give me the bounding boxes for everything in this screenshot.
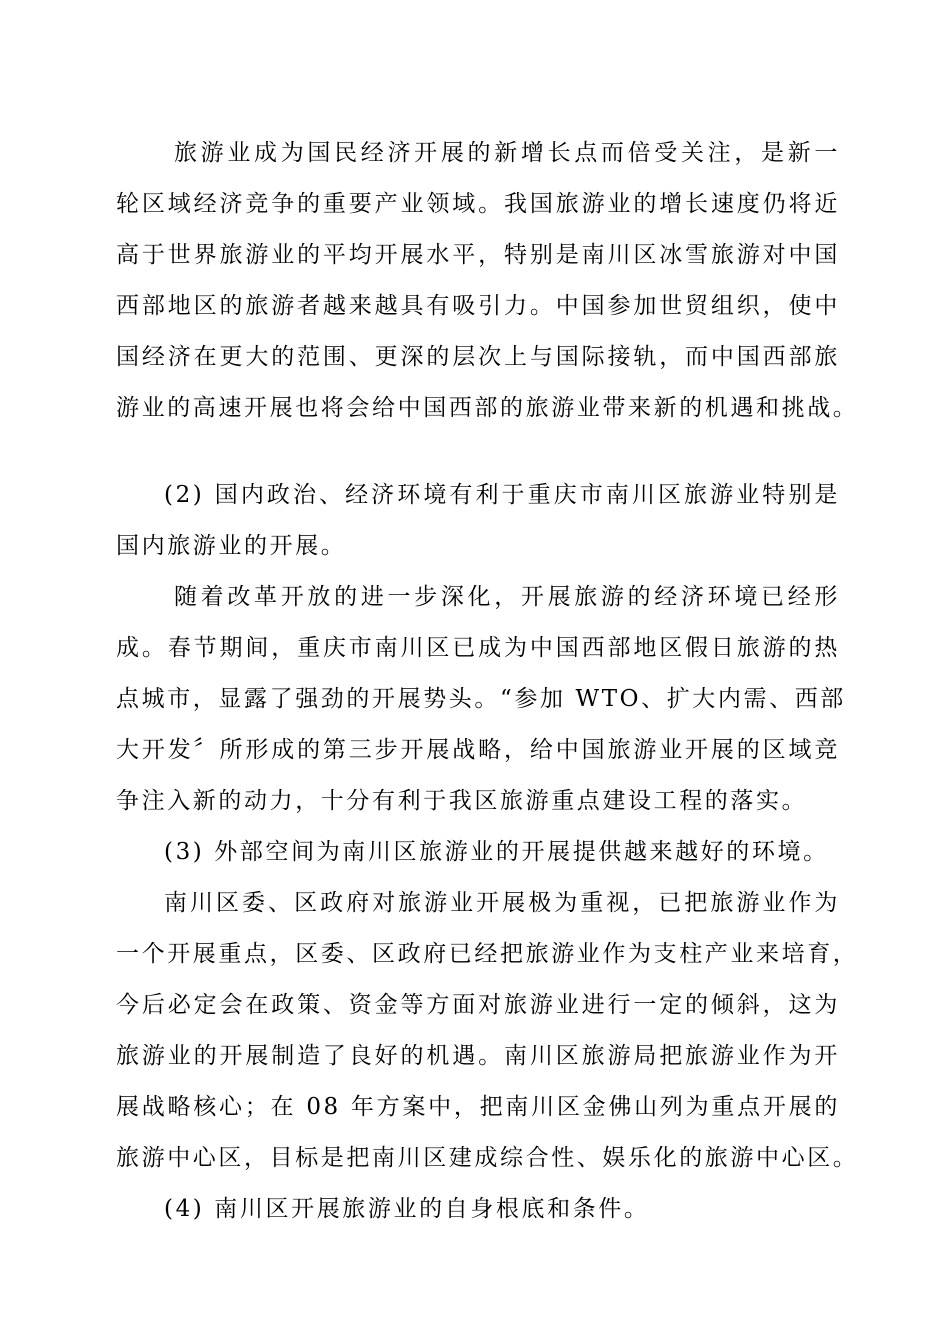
text-line: 点城市，显露了强劲的开展势头。“参加 WTO、扩大内需、西部 — [116, 686, 846, 712]
document-body — [116, 128, 859, 1235]
text-line: 大开发〞所形成的第三步开展战略，给中国旅游业开展的区域竞 — [116, 737, 840, 763]
text-line: 旅游中心区，目标是把南川区建成综合性、娱乐化的旅游中心区。 — [116, 1145, 859, 1171]
text-line: 旅游业的开展制造了良好的机遇。南川区旅游局把旅游业作为开 — [116, 1043, 840, 1069]
text-line: 轮区域经济竞争的重要产业领域。我国旅游业的增长速度仍将近 — [116, 191, 840, 217]
text-line: 今后必定会在政策、资金等方面对旅游业进行一定的倾斜，这为 — [116, 992, 840, 1018]
paragraph-government-support — [116, 878, 859, 1184]
paragraph-spacer — [116, 434, 840, 470]
paragraph-tourism-growth — [116, 128, 859, 434]
heading-item-2 — [116, 470, 840, 572]
text-line: 一个开展重点，区委、区政府已经把旅游业作为支柱产业来培育， — [116, 941, 859, 967]
text-line: (2) 国内政治、经济环境有利于重庆市南川区旅游业特别是 — [164, 482, 840, 508]
text-line: 高于世界旅游业的平均开展水平，特别是南川区冰雪旅游对中国 — [116, 242, 840, 268]
paragraph-reform-environment — [116, 572, 846, 827]
text-line: (3) 外部空间为南川区旅游业的开展提供越来越好的环境。 — [164, 839, 829, 865]
text-line: (4) 南川区开展旅游业的自身根底和条件。 — [164, 1196, 650, 1222]
text-line: 成。春节期间，重庆市南川区已成为中国西部地区假日旅游的热 — [116, 635, 840, 661]
text-line: 南川区委、区政府对旅游业开展极为重视，已把旅游业作为 — [164, 890, 840, 916]
heading-item-4 — [116, 1184, 840, 1235]
text-line: 国经济在更大的范围、更深的层次上与国际接轨，而中国西部旅 — [116, 344, 840, 370]
heading-item-3 — [116, 827, 840, 878]
text-line: 争注入新的动力，十分有利于我区旅游重点建设工程的落实。 — [116, 788, 808, 814]
text-line: 展战略核心；在 08 年方案中，把南川区金佛山列为重点开展的 — [116, 1094, 840, 1120]
text-line: 游业的高速开展也将会给中国西部的旅游业带来新的机遇和挑战。 — [116, 395, 859, 421]
text-line: 随着改革开放的进一步深化，开展旅游的经济环境已经形 — [174, 584, 840, 610]
text-line: 西部地区的旅游者越来越具有吸引力。中国参加世贸组织，使中 — [116, 293, 840, 319]
text-line: 国内旅游业的开展。 — [116, 533, 347, 559]
text-line: 旅游业成为国民经济开展的新增长点而倍受关注，是新一 — [174, 140, 840, 166]
